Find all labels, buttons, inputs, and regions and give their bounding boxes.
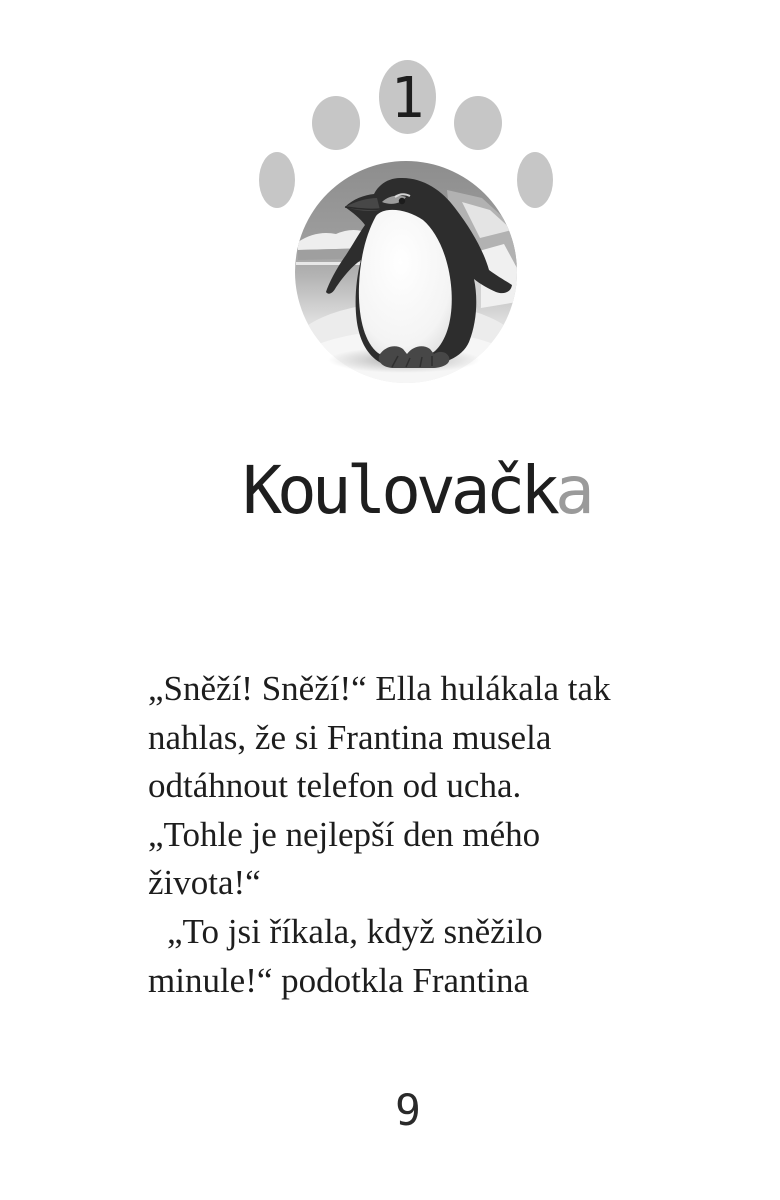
text-line: života!“	[148, 863, 261, 903]
text-line: „Sněží! Sněží!“ Ella hulákala tak	[148, 669, 611, 708]
text-line: „Tohle je nejlepší den mého	[148, 814, 541, 854]
text-line: nahlas, že si Frantina musela	[148, 717, 552, 757]
text-line: „To jsi říkala, když sněžilo	[167, 911, 543, 951]
paw-toe-inner-right-shape	[454, 96, 502, 150]
chapter-title	[0, 452, 780, 529]
chapter-number: 1	[390, 65, 425, 131]
penguin-illustration	[276, 146, 536, 416]
chapter-title-main: Koulovačk	[242, 452, 555, 529]
penguin-illustration-svg	[276, 146, 536, 416]
text-line: minule!“ podotkla Frantina	[148, 960, 530, 1000]
chapter-title-fade-letter: a	[554, 452, 590, 529]
text-line: odtáhnout telefon od ucha.	[148, 766, 522, 806]
body-text	[148, 665, 648, 1005]
paw-toe-inner-left-shape	[312, 96, 360, 150]
page-number: 9	[395, 1086, 421, 1136]
penguin-eye	[399, 198, 405, 204]
